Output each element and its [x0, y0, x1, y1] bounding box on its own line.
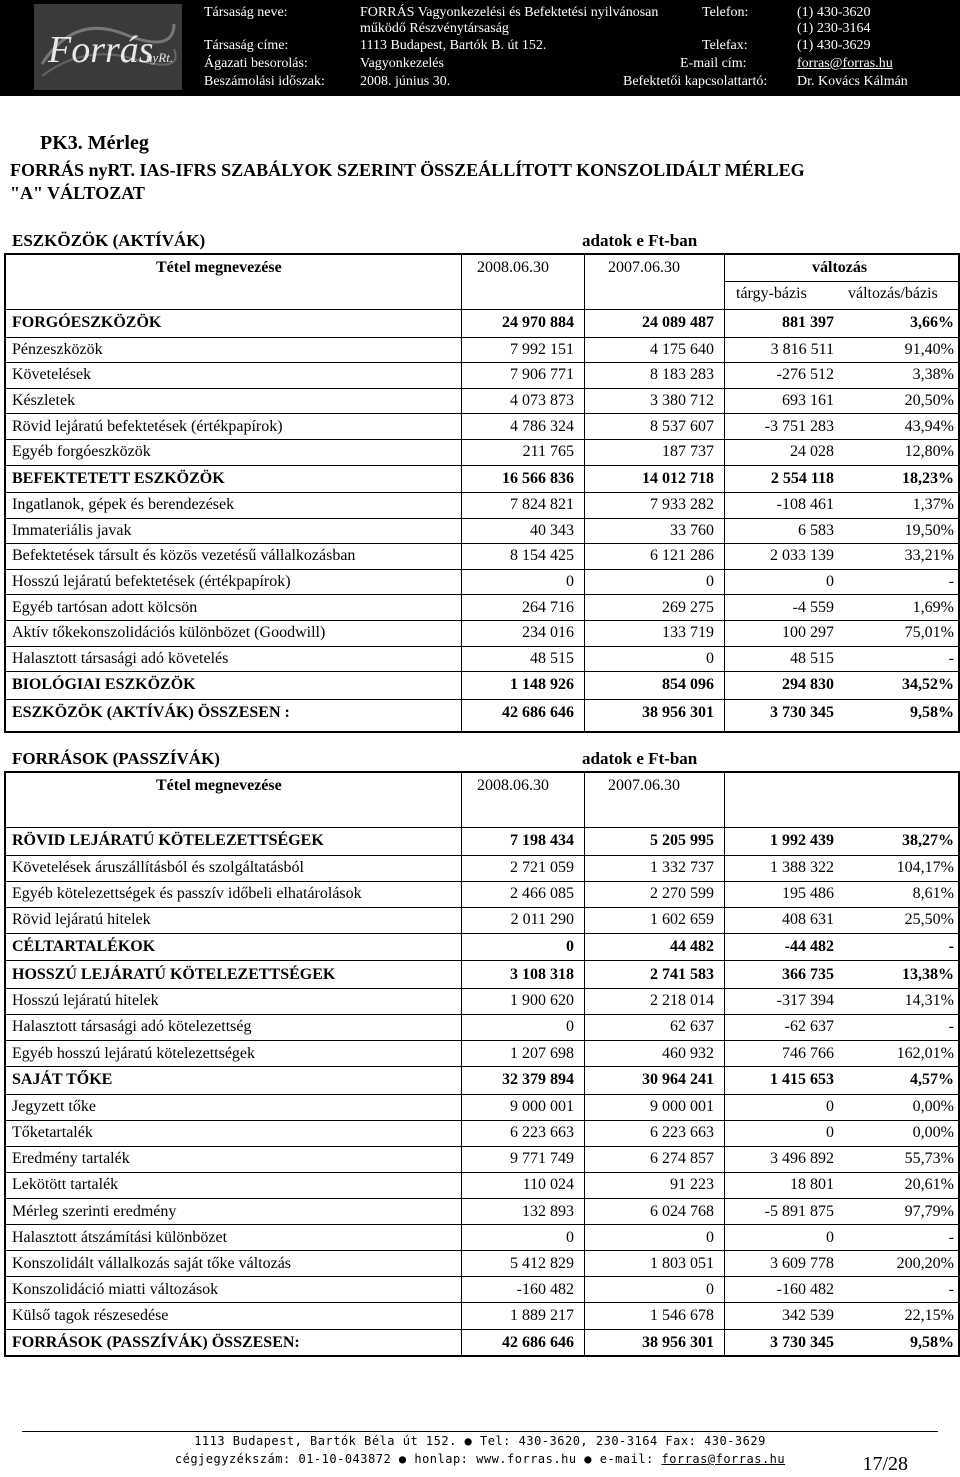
- row-label: Követelések áruszállításból és szolgáltatásból: [12, 859, 304, 877]
- table-row: [6, 646, 958, 672]
- row-label: Külső tagok részesedése: [12, 1306, 169, 1324]
- table-row: [6, 518, 958, 544]
- row-label: RÖVID LEJÁRATÚ KÖTELEZETTSÉGEK: [12, 832, 324, 850]
- table-row: [6, 960, 958, 988]
- value-2007: 6 274 857: [650, 1150, 714, 1168]
- value-2008: 132 893: [522, 1202, 574, 1220]
- value-2008: 42 686 646: [502, 1333, 574, 1351]
- row-label: ESZKÖZÖK (AKTÍVÁK) ÖSSZESEN :: [12, 703, 290, 721]
- value-diff: 3 730 345: [770, 703, 834, 721]
- value-pct: -: [948, 938, 954, 956]
- fax-value: (1) 430-3629: [797, 38, 871, 53]
- value-pct: 43,94%: [904, 417, 954, 435]
- assets-unit: adatok e Ft-ban: [582, 231, 698, 250]
- row-label: Pénzeszközök: [12, 340, 103, 358]
- value-2007: 5 205 995: [650, 832, 714, 850]
- value-2008: 234 016: [522, 624, 574, 642]
- row-label: Jegyzett tőke: [12, 1098, 96, 1116]
- value-2007: 6 223 663: [650, 1124, 714, 1142]
- table-row: [6, 1040, 958, 1066]
- value-pct: 75,01%: [904, 624, 954, 642]
- value-2007: 1 602 659: [650, 911, 714, 929]
- row-label: Aktív tőkekonszolidációs különbözet (Goodwill): [12, 624, 326, 642]
- value-diff: 0: [826, 1228, 834, 1246]
- table-row: [6, 1066, 958, 1094]
- table-row: [6, 620, 958, 646]
- table-row: [6, 594, 958, 620]
- value-diff: 342 539: [782, 1306, 834, 1324]
- table-row: [6, 855, 958, 881]
- table-row: [6, 907, 958, 933]
- value-2008: 1 889 217: [510, 1306, 574, 1324]
- period-label: Beszámolási időszak:: [204, 74, 325, 89]
- value-diff: 0: [826, 573, 834, 591]
- row-label: CÉLTARTALÉKOK: [12, 938, 156, 956]
- liabilities-unit: adatok e Ft-ban: [582, 749, 698, 768]
- liabilities-col-2008: 2008.06.30: [477, 777, 549, 794]
- row-label: BEFEKTETETT ESZKÖZÖK: [12, 469, 225, 487]
- table-row: [6, 1329, 958, 1357]
- value-pct: -: [948, 1280, 954, 1298]
- page-title: PK3. Mérleg: [40, 132, 149, 154]
- row-label: Ingatlanok, gépek és berendezések: [12, 496, 235, 514]
- value-2008: 1 900 620: [510, 992, 574, 1010]
- assets-header-split: [724, 281, 958, 282]
- value-diff: -5 891 875: [764, 1202, 834, 1220]
- value-2008: 7 992 151: [510, 340, 574, 358]
- row-label: Halasztott társasági adó követelés: [12, 649, 229, 667]
- value-2008: 2 466 085: [510, 885, 574, 903]
- value-2007: 133 719: [662, 624, 714, 642]
- value-2008: -160 482: [516, 1280, 574, 1298]
- value-pct: 91,40%: [904, 340, 954, 358]
- value-diff: 48 515: [790, 649, 834, 667]
- value-diff: 100 297: [782, 624, 834, 642]
- value-pct: 97,79%: [904, 1202, 954, 1220]
- value-diff: 0: [826, 1098, 834, 1116]
- row-label: Immateriális javak: [12, 521, 132, 539]
- phone-label: Telefon:: [702, 5, 749, 20]
- value-2007: 1 332 737: [650, 859, 714, 877]
- value-2007: 269 275: [662, 598, 714, 616]
- value-pct: -: [948, 573, 954, 591]
- value-2007: 0: [706, 1280, 714, 1298]
- value-pct: 3,38%: [912, 366, 954, 384]
- value-2007: 38 956 301: [642, 1333, 714, 1351]
- value-2007: 187 737: [662, 443, 714, 461]
- table-row: [6, 827, 958, 855]
- value-2007: 3 380 712: [650, 391, 714, 409]
- header-banner: [0, 0, 960, 96]
- row-label: Halasztott átszámítási különbözet: [12, 1228, 228, 1246]
- assets-col-change: változás: [812, 259, 868, 276]
- value-2008: 48 515: [530, 649, 574, 667]
- table-row: [6, 439, 958, 465]
- row-label: Egyéb hosszú lejáratú kötelezettségek: [12, 1044, 256, 1062]
- value-2008: 264 716: [522, 598, 574, 616]
- value-2008: 0: [566, 1018, 574, 1036]
- value-2007: 44 482: [670, 938, 714, 956]
- value-2008: 40 343: [530, 521, 574, 539]
- value-2007: 460 932: [662, 1044, 714, 1062]
- value-diff: -160 482: [776, 1280, 834, 1298]
- subtitle-line-2: "A" VÁLTOZAT: [10, 183, 145, 203]
- value-2007: 38 956 301: [642, 703, 714, 721]
- value-diff: 2 033 139: [770, 547, 834, 565]
- svg-text:nyRt.: nyRt.: [146, 50, 174, 65]
- value-pct: 200,20%: [896, 1254, 954, 1272]
- value-pct: 8,61%: [912, 885, 954, 903]
- table-row: [6, 1250, 958, 1276]
- value-2007: 8 183 283: [650, 366, 714, 384]
- address-label: Társaság címe:: [204, 38, 289, 53]
- row-label: Hosszú lejáratú befektetések (értékpapírok): [12, 573, 291, 591]
- table-row: [6, 337, 958, 363]
- email-label: E-mail cím:: [680, 56, 747, 71]
- value-2008: 0: [566, 938, 574, 956]
- value-diff: -44 482: [784, 938, 834, 956]
- table-row: [6, 1120, 958, 1146]
- value-pct: 22,15%: [904, 1306, 954, 1324]
- email-link[interactable]: forras@forras.hu: [797, 56, 893, 71]
- footer-divider: [22, 1431, 938, 1432]
- value-2007: 33 760: [670, 521, 714, 539]
- assets-section-title: ESZKÖZÖK (AKTÍVÁK): [12, 231, 206, 250]
- footer-email-link[interactable]: forras@forras.hu: [661, 1452, 786, 1466]
- table-row: [6, 492, 958, 518]
- value-2008: 7 824 821: [510, 496, 574, 514]
- value-pct: 55,73%: [904, 1150, 954, 1168]
- value-diff: 1 388 322: [770, 859, 834, 877]
- value-2007: 24 089 487: [642, 314, 714, 332]
- value-2008: 42 686 646: [502, 703, 574, 721]
- value-2007: 8 537 607: [650, 417, 714, 435]
- footer-line-1: 1113 Budapest, Bartók Béla út 152. ● Tel: 430-3620, 230-3164 Fax: 430-3629: [194, 1434, 766, 1448]
- value-2008: 2 011 290: [510, 911, 574, 929]
- value-diff: -3 751 283: [764, 417, 834, 435]
- table-row: [6, 881, 958, 907]
- period-value: 2008. június 30.: [360, 74, 451, 89]
- assets-col-2008: 2008.06.30: [477, 259, 549, 276]
- value-pct: 104,17%: [896, 859, 954, 877]
- row-label: Egyéb forgóeszközök: [12, 443, 151, 461]
- company-name-label: Társaság neve:: [204, 5, 288, 20]
- value-2007: 0: [706, 649, 714, 667]
- value-2008: 7 906 771: [510, 366, 574, 384]
- value-pct: 38,27%: [902, 832, 954, 850]
- row-label: SAJÁT TŐKE: [12, 1071, 113, 1089]
- svg-text:Forrás: Forrás: [48, 29, 154, 71]
- value-pct: 12,80%: [904, 443, 954, 461]
- value-diff: -108 461: [776, 496, 834, 514]
- value-diff: -276 512: [776, 366, 834, 384]
- liabilities-section-title: FORRÁSOK (PASSZÍVÁK): [12, 749, 220, 768]
- row-label: Mérleg szerinti eredmény: [12, 1202, 177, 1220]
- value-diff: 3 496 892: [770, 1150, 834, 1168]
- value-diff: 2 554 118: [770, 469, 834, 487]
- value-diff: 6 583: [798, 521, 834, 539]
- page-number: 17/28: [862, 1453, 908, 1475]
- value-2007: 14 012 718: [642, 469, 714, 487]
- assets-col-diff: tárgy-bázis: [736, 285, 807, 302]
- value-2008: 16 566 836: [502, 469, 574, 487]
- value-diff: 366 735: [782, 965, 834, 983]
- assets-col-2007: 2007.06.30: [608, 259, 680, 276]
- value-2007: 2 741 583: [650, 965, 714, 983]
- value-2007: 0: [706, 573, 714, 591]
- table-row: [6, 309, 958, 337]
- table-row: [6, 671, 958, 699]
- value-2008: 24 970 884: [502, 314, 574, 332]
- value-diff: -62 637: [784, 1018, 834, 1036]
- table-row: [6, 1146, 958, 1172]
- row-label: Halasztott társasági adó kötelezettség: [12, 1018, 252, 1036]
- value-diff: 3 730 345: [770, 1333, 834, 1351]
- value-diff: 1 992 439: [770, 832, 834, 850]
- company-name-line1: FORRÁS Vagyonkezelési és Befektetési nyilvánosan: [360, 5, 659, 20]
- value-diff: 24 028: [790, 443, 834, 461]
- value-pct: 0,00%: [912, 1124, 954, 1142]
- phone-value-2: (1) 230-3164: [797, 21, 871, 36]
- value-2008: 4 786 324: [510, 417, 574, 435]
- row-label: Konszolidáció miatti változások: [12, 1280, 219, 1298]
- liabilities-table: [4, 771, 960, 1357]
- table-row: [6, 699, 958, 727]
- sector-label: Ágazati besorolás:: [204, 56, 308, 71]
- assets-col-pct: változás/bázis: [848, 285, 938, 302]
- value-pct: -: [948, 1228, 954, 1246]
- value-diff: 294 830: [782, 676, 834, 694]
- footer-line-2-text: cégjegyzékszám: 01-10-043872 ● honlap: www.forras.hu ● e-mail:: [174, 1452, 662, 1466]
- row-label: HOSSZÚ LEJÁRATÚ KÖTELEZETTSÉGEK: [12, 965, 336, 983]
- value-diff: 881 397: [782, 314, 834, 332]
- table-row: [6, 413, 958, 439]
- value-pct: 20,50%: [904, 391, 954, 409]
- value-2008: 8 154 425: [510, 547, 574, 565]
- value-pct: 9,58%: [910, 1333, 954, 1351]
- table-row: [6, 1094, 958, 1120]
- value-2007: 7 933 282: [650, 496, 714, 514]
- liabilities-col-2007: 2007.06.30: [608, 777, 680, 794]
- value-2007: 2 218 014: [650, 992, 714, 1010]
- value-2007: 2 270 599: [650, 885, 714, 903]
- subtitle-line-1: FORRÁS nyRT. IAS-IFRS SZABÁLYOK SZERINT ÖSSZEÁLLÍTOTT KONSZOLIDÁLT MÉRLEG: [10, 160, 805, 180]
- table-row: [6, 1172, 958, 1198]
- value-2007: 6 024 768: [650, 1202, 714, 1220]
- value-2007: 30 964 241: [642, 1071, 714, 1089]
- page-subtitle: [10, 159, 805, 205]
- table-row: [6, 1198, 958, 1224]
- value-2007: 1 546 678: [650, 1306, 714, 1324]
- value-diff: 3 609 778: [770, 1254, 834, 1272]
- value-pct: 20,61%: [904, 1176, 954, 1194]
- value-2008: 9 771 749: [510, 1150, 574, 1168]
- row-label: Eredmény tartalék: [12, 1150, 130, 1168]
- table-row: [6, 933, 958, 961]
- footer-line-2: [0, 1452, 960, 1466]
- value-2007: 91 223: [670, 1176, 714, 1194]
- value-2008: 32 379 894: [502, 1071, 574, 1089]
- table-row: [6, 1302, 958, 1328]
- value-2008: 211 765: [522, 443, 574, 461]
- value-diff: 195 486: [782, 885, 834, 903]
- value-2008: 1 148 926: [510, 676, 574, 694]
- value-2008: 7 198 434: [510, 832, 574, 850]
- table-row: [6, 1224, 958, 1250]
- value-2008: 9 000 001: [510, 1098, 574, 1116]
- value-2008: 6 223 663: [510, 1124, 574, 1142]
- row-label: Rövid lejáratú befektetések (értékpapírok): [12, 417, 283, 435]
- row-label: Lekötött tartalék: [12, 1176, 119, 1194]
- value-2008: 3 108 318: [510, 965, 574, 983]
- row-label: BIOLÓGIAI ESZKÖZÖK: [12, 676, 196, 694]
- assets-col-name: Tétel megnevezése: [156, 259, 282, 276]
- value-diff: 0: [826, 1124, 834, 1142]
- value-2007: 62 637: [670, 1018, 714, 1036]
- value-diff: 746 766: [782, 1044, 834, 1062]
- table-row: [6, 362, 958, 388]
- value-2008: 2 721 059: [510, 859, 574, 877]
- value-2007: 0: [706, 1228, 714, 1246]
- row-label: FORGÓESZKÖZÖK: [12, 314, 162, 332]
- sector-value: Vagyonkezelés: [360, 56, 444, 71]
- row-label: Egyéb kötelezettségek és passzív időbeli elhatárolások: [12, 885, 362, 903]
- value-2007: 6 121 286: [650, 547, 714, 565]
- row-label: FORRÁSOK (PASSZÍVÁK) ÖSSZESEN:: [12, 1333, 300, 1351]
- value-pct: 25,50%: [904, 911, 954, 929]
- row-label: Befektetések társult és közös vezetésű vállalkozásban: [12, 547, 356, 565]
- value-pct: 18,23%: [902, 469, 954, 487]
- row-label: Rövid lejáratú hitelek: [12, 911, 151, 929]
- row-label: Hosszú lejáratú hitelek: [12, 992, 159, 1010]
- value-pct: 1,69%: [912, 598, 954, 616]
- value-pct: -: [948, 649, 954, 667]
- value-2008: 4 073 873: [510, 391, 574, 409]
- fax-label: Telefax:: [702, 38, 748, 53]
- value-2007: 1 803 051: [650, 1254, 714, 1272]
- company-name-line2: működő Részvénytársaság: [360, 21, 509, 36]
- value-2008: 0: [566, 573, 574, 591]
- value-2008: 110 024: [522, 1176, 574, 1194]
- table-row: [6, 988, 958, 1014]
- value-2007: 854 096: [662, 676, 714, 694]
- value-pct: 4,57%: [910, 1071, 954, 1089]
- value-2007: 4 175 640: [650, 340, 714, 358]
- value-2008: 5 412 829: [510, 1254, 574, 1272]
- value-pct: 14,31%: [904, 992, 954, 1010]
- value-pct: 19,50%: [904, 521, 954, 539]
- liabilities-col-name: Tétel megnevezése: [156, 777, 282, 794]
- value-diff: 408 631: [782, 911, 834, 929]
- row-label: Készletek: [12, 391, 76, 409]
- row-label: Követelések: [12, 366, 92, 384]
- value-pct: 3,66%: [910, 314, 954, 332]
- table-row: [6, 1276, 958, 1302]
- value-2007: 9 000 001: [650, 1098, 714, 1116]
- value-pct: 0,00%: [912, 1098, 954, 1116]
- row-label: Tőketartalék: [12, 1124, 93, 1142]
- address-value: 1113 Budapest, Bartók B. út 152.: [360, 38, 547, 53]
- contact-value: Dr. Kovács Kálmán: [797, 74, 908, 89]
- phone-value-1: (1) 430-3620: [797, 5, 871, 20]
- value-pct: 162,01%: [896, 1044, 954, 1062]
- row-label: Konszolidált vállalkozás saját tőke változás: [12, 1254, 292, 1272]
- value-diff: -4 559: [792, 598, 834, 616]
- value-pct: 33,21%: [904, 547, 954, 565]
- value-pct: 1,37%: [912, 496, 954, 514]
- value-2008: 0: [566, 1228, 574, 1246]
- company-logo: [34, 4, 182, 90]
- value-pct: 9,58%: [910, 703, 954, 721]
- table-row: [6, 1014, 958, 1040]
- contact-label: Befektetői kapcsolattartó:: [623, 74, 768, 89]
- row-label: Egyéb tartósan adott kölcsön: [12, 598, 198, 616]
- assets-table: [4, 253, 960, 733]
- table-row: [6, 569, 958, 595]
- table-row: [6, 388, 958, 414]
- table-row: [6, 465, 958, 493]
- value-diff: -317 394: [776, 992, 834, 1010]
- value-pct: -: [948, 1018, 954, 1036]
- table-row: [6, 543, 958, 569]
- value-pct: 34,52%: [902, 676, 954, 694]
- value-diff: 3 816 511: [770, 340, 834, 358]
- value-diff: 1 415 653: [770, 1071, 834, 1089]
- value-2008: 1 207 698: [510, 1044, 574, 1062]
- value-pct: 13,38%: [902, 965, 954, 983]
- value-diff: 18 801: [790, 1176, 834, 1194]
- value-diff: 693 161: [782, 391, 834, 409]
